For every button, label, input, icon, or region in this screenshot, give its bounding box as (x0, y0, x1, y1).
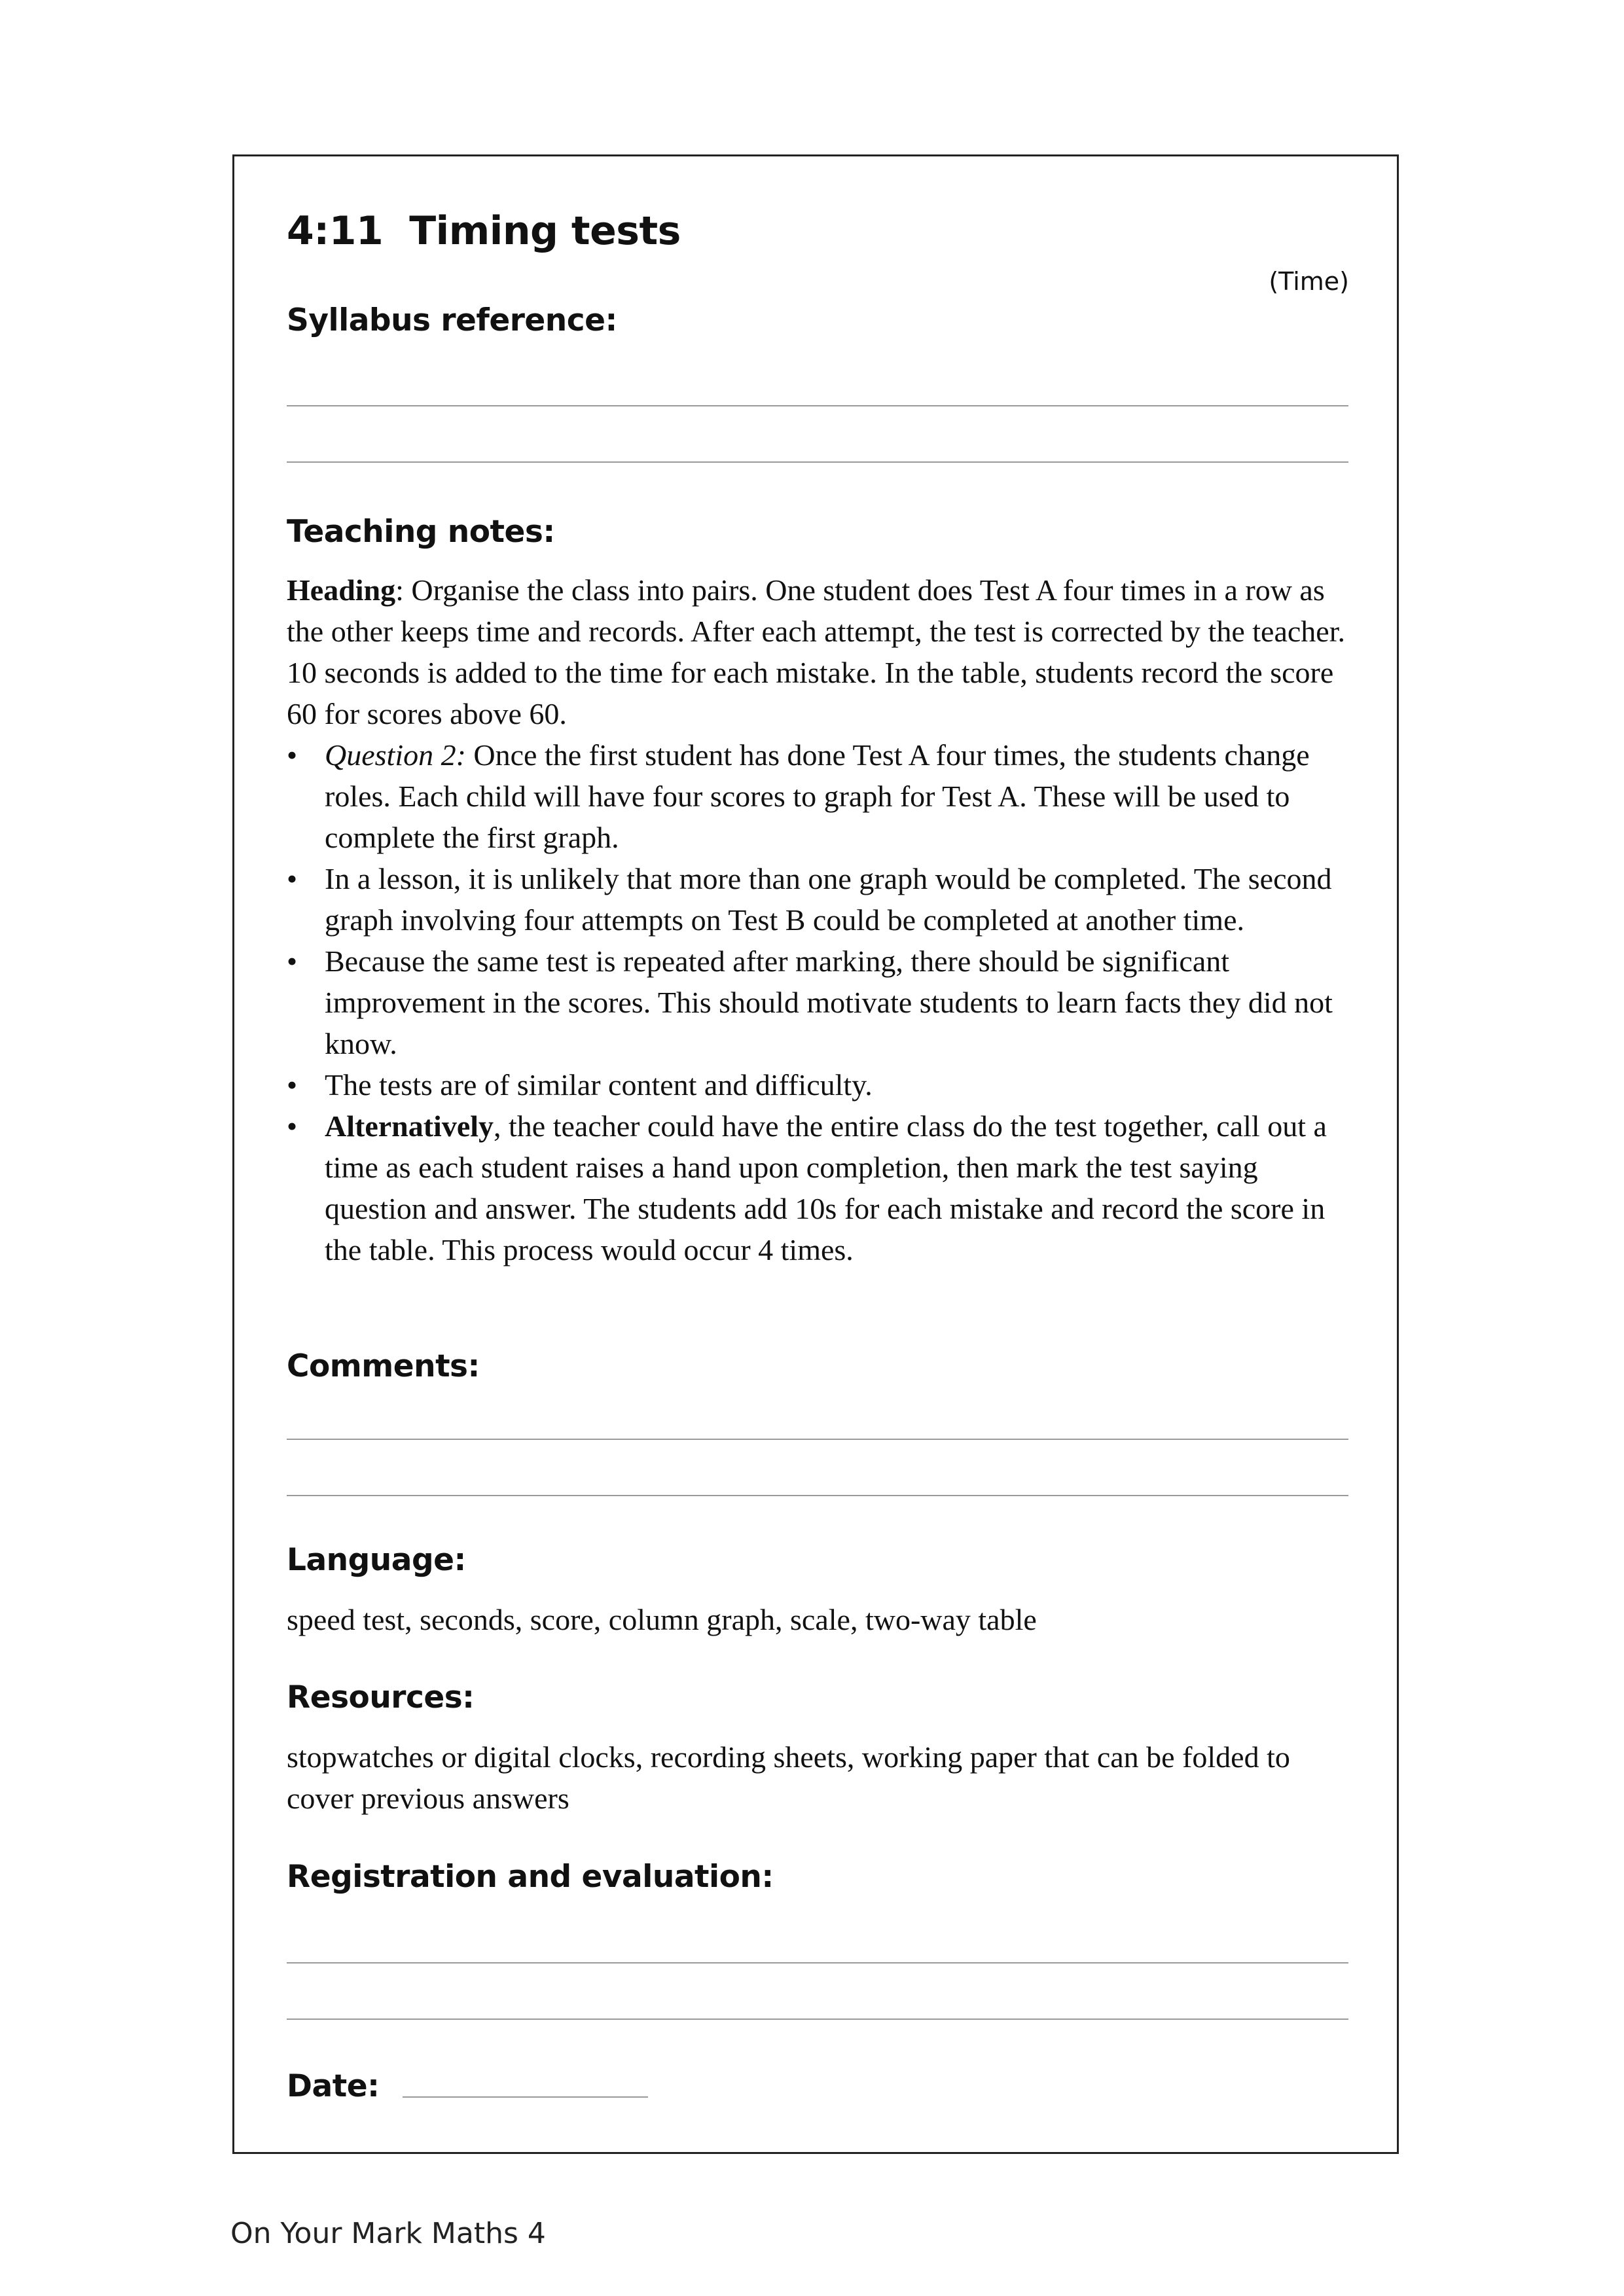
registration-line-2 (287, 2018, 1348, 2020)
bullet-lead-italic: Question 2: (325, 738, 466, 772)
bullet-icon: • (287, 1109, 298, 1143)
language-text: speed test, seconds, score, column graph, scale, two-way table (287, 1603, 1037, 1636)
comments-line-2 (287, 1495, 1348, 1496)
registration-heading: Registration and evaluation: (287, 1859, 774, 1895)
bullet-text: , the teacher could have the entire class do the test together, call out a time as each student raises a hand upon completion, then mark the test saying question and answer. The students add 10s for each mistake and record the score in the table. This process would occur 4 times. (325, 1109, 1327, 1266)
strand-label: (Time) (1269, 267, 1349, 296)
teaching-notes-heading: Teaching notes: (287, 514, 555, 550)
bullet-text: Once the first student has done Test A four times, the students change roles. Each child will have four scores to graph for Test A. These will be used to complete the first graph. (325, 738, 1310, 854)
bullet-icon: • (287, 862, 298, 895)
intro-text: : Organise the class into pairs. One student does Test A four times in a row as the other keeps time and records. After each attempt, the test is corrected by the teacher. 10 seconds is added to the time for each mistake. In the table, students record the score 60 for scores above 60. (287, 573, 1345, 730)
bullet-text: In a lesson, it is unlikely that more than one graph would be completed. The second graph involving four attempts on Test B could be completed at another time. (325, 862, 1332, 937)
comments-heading: Comments: (287, 1348, 480, 1384)
footer-book-title: On Your Mark Maths 4 (230, 2217, 546, 2250)
bullet-text: Because the same test is repeated after marking, there should be significant improvement in the scores. This should motivate students to learn facts they did not know. (325, 944, 1333, 1060)
language-heading: Language: (287, 1542, 466, 1578)
syllabus-heading: Syllabus reference: (287, 302, 617, 338)
list-item (287, 941, 1360, 1064)
lesson-title: Timing tests (409, 208, 681, 254)
syllabus-line-1 (287, 405, 1348, 406)
bullet-icon: • (287, 738, 298, 772)
list-item (287, 1105, 1360, 1270)
list-item (287, 858, 1360, 941)
syllabus-line-2 (287, 461, 1348, 463)
teaching-notes-intro (287, 569, 1360, 734)
bullet-text: The tests are of similar content and difficulty. (325, 1068, 873, 1102)
bullet-icon: • (287, 1068, 298, 1102)
bullet-icon: • (287, 944, 298, 978)
teaching-notes-body (287, 569, 1360, 1270)
date-line (403, 2096, 648, 2098)
resources-heading: Resources: (287, 1679, 475, 1715)
comments-line-1 (287, 1439, 1348, 1440)
date-label: Date: (287, 2068, 380, 2104)
intro-bold-label: Heading (287, 573, 396, 607)
list-item (287, 734, 1360, 858)
bullet-lead-bold: Alternatively (325, 1109, 494, 1143)
page-title (287, 208, 681, 254)
teaching-notes-list (287, 734, 1360, 1270)
lesson-number: 4:11 (287, 208, 384, 254)
registration-line-1 (287, 1962, 1348, 1964)
resources-text: stopwatches or digital clocks, recording sheets, working paper that can be folded to cover previous answers (287, 1740, 1290, 1815)
list-item (287, 1064, 1360, 1105)
